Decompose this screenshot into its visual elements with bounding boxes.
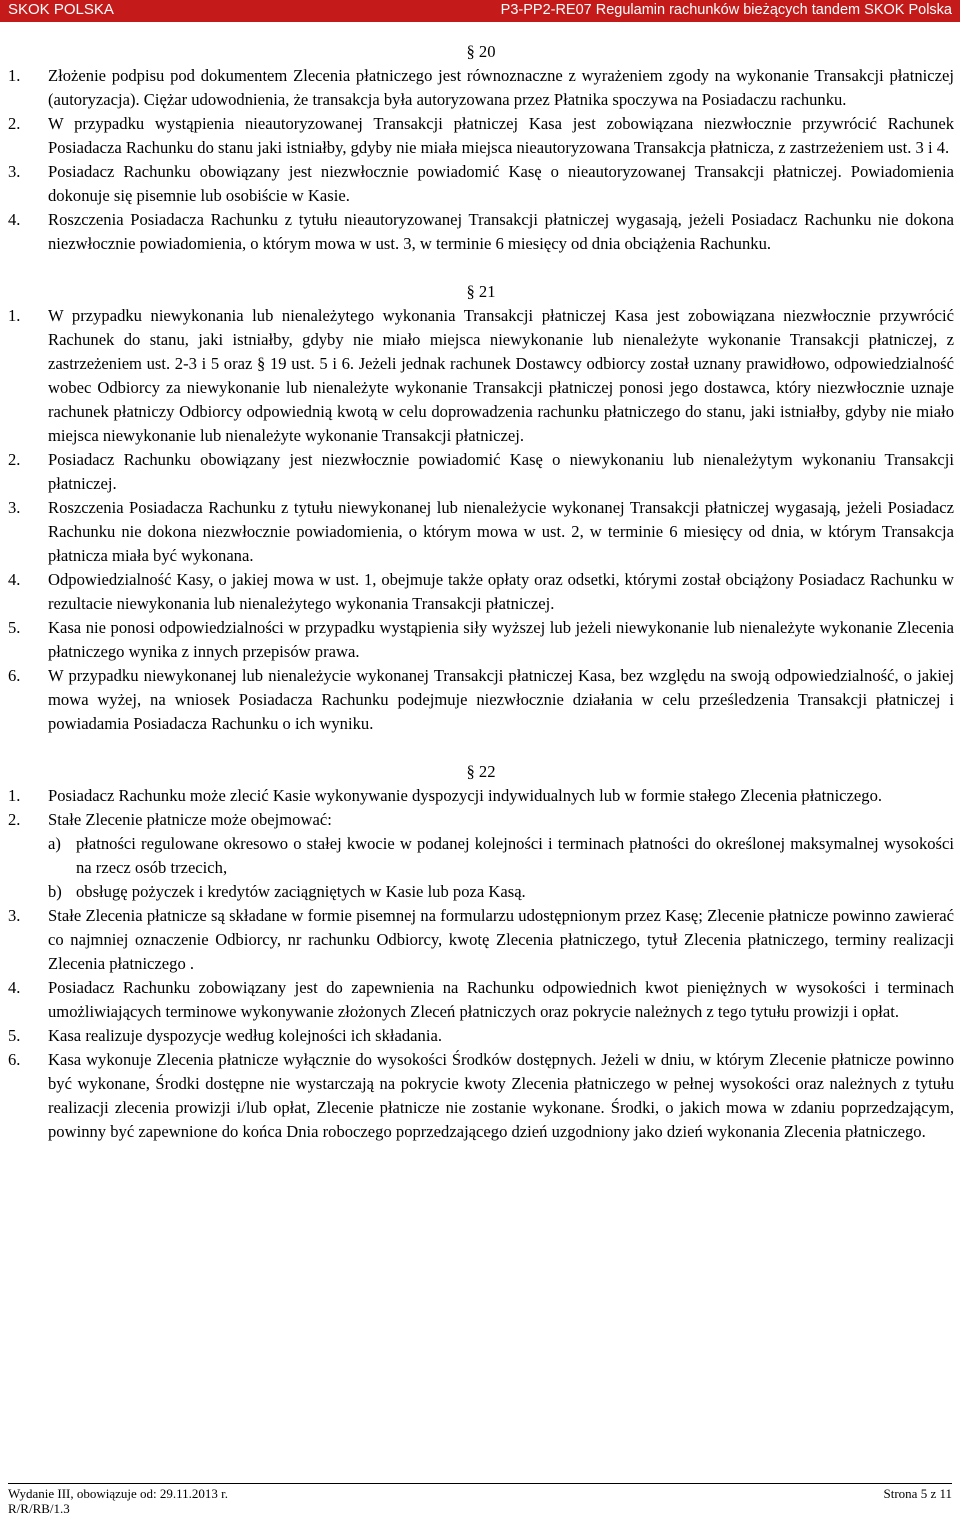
footer-edition: Wydanie III, obowiązuje od: 29.11.2013 r. bbox=[8, 1486, 229, 1501]
item-number: 4. bbox=[8, 210, 21, 229]
sub-list-item bbox=[8, 880, 954, 904]
header-doc-title: P3-PP2-RE07 Regulamin rachunków bieżących tandem SKOK Polska bbox=[500, 2, 952, 18]
document-footer bbox=[8, 1483, 952, 1516]
item-text: Kasa realizuje dyspozycje według kolejności ich składania. bbox=[48, 1026, 442, 1045]
item-number: 3. bbox=[8, 162, 21, 181]
section-21-title: § 21 bbox=[466, 282, 496, 301]
item-text: W przypadku niewykonanej lub nienależycie wykonanej Transakcji płatniczej Kasa, bez względu na swoją odpowiedzialność, o jakiej mowa wyżej, na wniosek Posiadacza Rachunku podejmuje niezwłocznie działania w celu prześledzenia Transakcji płatniczej i powiadamia Posiadacza Rachunku o ich wyniku. bbox=[48, 666, 954, 733]
item-text: Stałe Zlecenie płatnicze może obejmować: bbox=[48, 810, 332, 829]
list-item bbox=[8, 208, 954, 256]
footer-code: R/R/RB/1.3 bbox=[8, 1501, 70, 1516]
item-number: 3. bbox=[8, 498, 21, 517]
footer-page-number: Strona 5 z 11 bbox=[883, 1486, 952, 1501]
list-item bbox=[8, 1024, 954, 1048]
list-item bbox=[8, 904, 954, 976]
list-item bbox=[8, 1048, 954, 1144]
item-number: 6. bbox=[8, 1050, 21, 1069]
list-item bbox=[8, 448, 954, 496]
item-number: 1. bbox=[8, 66, 21, 85]
list-item bbox=[8, 112, 954, 160]
item-number: 4. bbox=[8, 570, 21, 589]
item-number: 2. bbox=[8, 810, 21, 829]
item-number: 4. bbox=[8, 978, 21, 997]
item-text: Kasa nie ponosi odpowiedzialności w przypadku wystąpienia siły wyższej lub jeżeli niewykonanie lub nienależyte wykonanie Zlecenia płatniczego wynika z innych przepisów prawa. bbox=[48, 618, 954, 661]
item-text: Kasa wykonuje Zlecenia płatnicze wyłącznie do wysokości Środków dostępnych. Jeżeli w dniu, w którym Zlecenie płatnicze powinno być wykonane, Środki dostępne nie wystarczają na pokrycie kwoty Zlecenia płatniczego w pełnej wysokości oraz należnych z tytułu realizacji zlecenia prowizji i/lub opłat, Zlecenie płatnicze nie zostanie wykonane. Środki, o jakich mowa w zdaniu poprzedzającym, powinny być zapewnione do końca Dnia roboczego poprzedzającego dzień uzgodniony jako dzień wykonania Zlecenia płatniczego. bbox=[48, 1050, 954, 1141]
item-number: 5. bbox=[8, 1026, 21, 1045]
list-item bbox=[8, 976, 954, 1024]
list-item bbox=[8, 808, 954, 832]
list-item bbox=[8, 304, 954, 448]
list-item bbox=[8, 64, 954, 112]
sub-item-letter: b) bbox=[48, 882, 62, 901]
list-item bbox=[8, 616, 954, 664]
document-header bbox=[0, 0, 960, 22]
sub-item-text: obsługę pożyczek i kredytów zaciągniętych w Kasie lub poza Kasą. bbox=[76, 882, 526, 901]
item-text: Posiadacz Rachunku obowiązany jest niezwłocznie powiadomić Kasę o nieautoryzowanej Transakcji płatniczej. Powiadomienia dokonuje się pisemnie lub osobiście w Kasie. bbox=[48, 162, 954, 205]
item-number: 1. bbox=[8, 306, 21, 325]
item-text: W przypadku niewykonania lub nienależytego wykonania Transakcji płatniczej Kasa jest zobowiązana niezwłocznie przywrócić Rachunek do stanu, jaki istniałby, gdyby nie miało miejsca niewykonanie lub nienależyte wykonanie Transakcji płatniczej, z zastrzeżeniem ust. 2-3 i 5 oraz § 19 ust. 5 i 6. Jeżeli jednak rachunek Dostawcy odbiorcy został uznany prawidłowo, odpowiedzialność wobec Odbiorcy za niewykonanie lub nienależyte wykonanie Transakcji płatniczej ponosi jego dostawca, który niezwłocznie uznaje rachunek płatniczy Odbiorcy odpowiednią kwotą w celu doprowadzenia rachunku płatniczego do stanu, jaki istniałby, gdyby nie miało miejsca niewykonanie lub nienależyte wykonanie Transakcji płatniczej. bbox=[48, 306, 954, 445]
document-body bbox=[8, 40, 954, 1144]
section-22-title: § 22 bbox=[466, 762, 496, 781]
item-number: 2. bbox=[8, 450, 21, 469]
item-number: 6. bbox=[8, 666, 21, 685]
item-text: W przypadku wystąpienia nieautoryzowanej Transakcji płatniczej Kasa jest zobowiązana niezwłocznie przywrócić Rachunek Posiadacza Rachunku do stanu jaki istniałby, gdyby nie miała miejsca nieautoryzowana Transakcja płatnicza, z zastrzeżeniem ust. 3 i 4. bbox=[48, 114, 954, 157]
section-20-title: § 20 bbox=[466, 42, 496, 61]
list-item bbox=[8, 568, 954, 616]
item-number: 5. bbox=[8, 618, 21, 637]
item-text: Stałe Zlecenia płatnicze są składane w formie pisemnej na formularzu udostępnionym przez Kasę; Zlecenie płatnicze powinno zawierać co najmniej oznaczenie Odbiorcy, nr rachunku Odbiorcy, kwotę Zlecenia płatniczego, tytuł Zlecenia płatniczego, terminy realizacji Zlecenia płatniczego . bbox=[48, 906, 954, 973]
item-text: Posiadacz Rachunku zobowiązany jest do zapewnienia na Rachunku odpowiednich kwot pieniężnych w wysokości i terminach umożliwiających terminowe wykonywanie złożonych Zleceń płatniczych oraz pokrycie należnych z tego tytułu prowizji i opłat. bbox=[48, 978, 954, 1021]
item-text: Odpowiedzialność Kasy, o jakiej mowa w ust. 1, obejmuje także opłaty oraz odsetki, którymi został obciążony Posiadacz Rachunku w rezultacie niewykonania lub nienależytego wykonania Transakcji płatniczej. bbox=[48, 570, 954, 613]
sub-list-item bbox=[8, 832, 954, 880]
item-text: Złożenie podpisu pod dokumentem Zlecenia płatniczego jest równoznaczne z wyrażeniem zgody na wykonanie Transakcji płatniczej (autoryzacja). Ciężar udowodnienia, że transakcja była autoryzowana przez Płatnika spoczywa na Posiadaczu rachunku. bbox=[48, 66, 954, 109]
item-number: 1. bbox=[8, 786, 21, 805]
item-text: Posiadacz Rachunku może zlecić Kasie wykonywanie dyspozycji indywidualnych lub w formie stałego Zlecenia płatniczego. bbox=[48, 786, 883, 805]
item-number: 2. bbox=[8, 114, 21, 133]
item-text: Posiadacz Rachunku obowiązany jest niezwłocznie powiadomić Kasę o niewykonaniu lub nienależytym wykonaniu Transakcji płatniczej. bbox=[48, 450, 954, 493]
header-org-name: SKOK POLSKA bbox=[8, 1, 114, 18]
item-text: Roszczenia Posiadacza Rachunku z tytułu niewykonanej lub nienależycie wykonanej Transakcji płatniczej wygasają, jeżeli Posiadacz Rachunku nie dokona niezwłocznie powiadomienia, o którym mowa w ust. 2, w terminie 6 miesięcy od dnia, w którym Transakcja płatnicza miała być wykonana. bbox=[48, 498, 954, 565]
list-item bbox=[8, 160, 954, 208]
sub-item-text: płatności regulowane okresowo o stałej kwocie w podanej kolejności i terminach płatności do określonej maksymalnej wysokości na rzecz osób trzecich, bbox=[76, 834, 954, 877]
list-item bbox=[8, 664, 954, 736]
item-text: Roszczenia Posiadacza Rachunku z tytułu nieautoryzowanej Transakcji płatniczej wygasają, jeżeli Posiadacz Rachunku nie dokona niezwłocznie powiadomienia, o którym mowa w ust. 3, w terminie 6 miesięcy od dnia obciążenia Rachunku. bbox=[48, 210, 954, 253]
item-number: 3. bbox=[8, 906, 21, 925]
list-item bbox=[8, 784, 954, 808]
sub-item-letter: a) bbox=[48, 834, 61, 853]
list-item bbox=[8, 496, 954, 568]
